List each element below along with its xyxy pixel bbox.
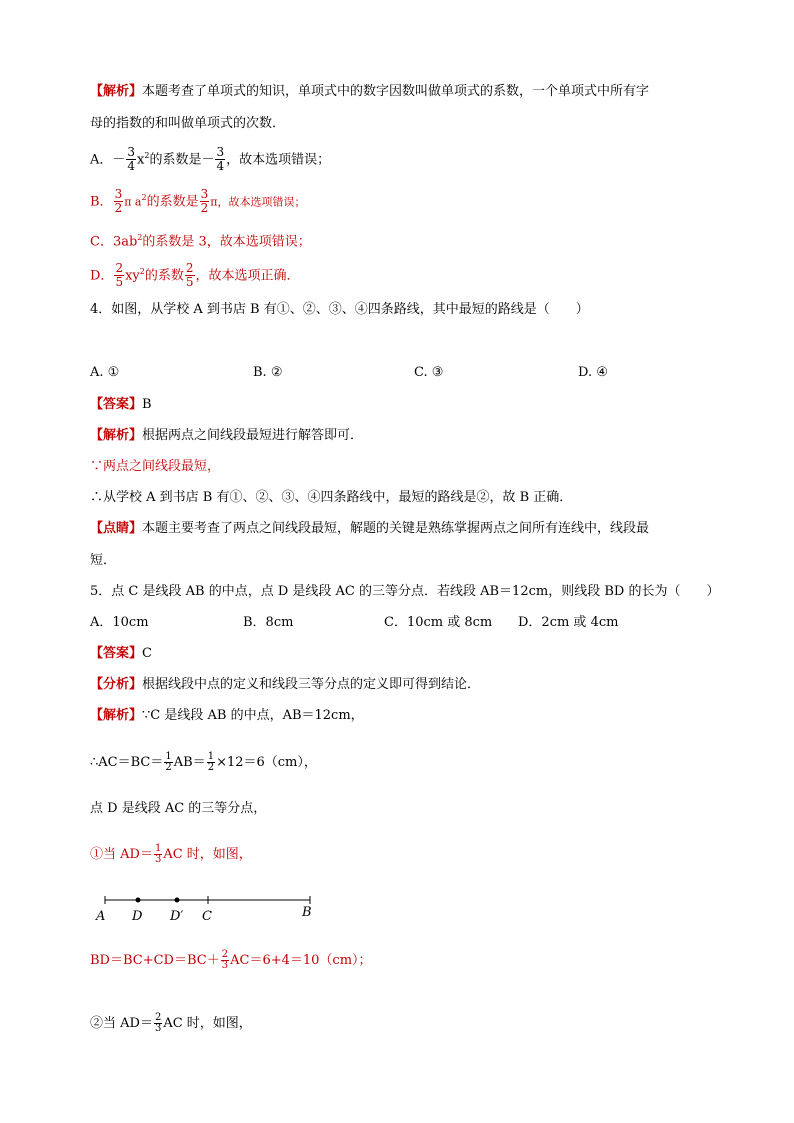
variable: x [137,152,145,168]
text: ，故本选项正确． [195,268,300,284]
fraction: $\frac{1}{2}$ [207,751,215,773]
option-b-prefix: B． [90,194,113,210]
therefore-text: ∴从学校 A 到书店 B 有①、②、③、④四条路线中，最短的路线是②，故 B 正确． [90,490,573,505]
text: 的系数是－ [149,152,215,168]
answer-value: B [142,397,152,412]
q4-option-d: D. ④ [578,365,608,380]
fenxi-tag: 【分析】 [90,677,143,692]
q5-stem [90,582,720,602]
fraction: $\frac{3}{2}$ [114,187,123,216]
point-d-prime [175,898,180,903]
fenxi-text: 根据线段中点的定义和线段三等分点的定义即可得到结论． [142,677,481,692]
segment-figure [90,888,330,928]
answer-tag: 【答案】 [90,397,143,412]
text: AC＝6+4＝10（cm）； [230,953,372,968]
q5-bd-equation [90,950,704,971]
analysis-tag: 【解析】 [90,84,143,99]
q4-because [90,457,704,477]
fraction: $\frac{2}{5}$ [185,261,194,290]
because-text: ∵两点之间线段最短， [90,459,221,474]
comment-text: 短． [90,553,117,568]
analysis3-line2 [90,114,704,134]
analysis-tag: 【解析】 [90,428,143,443]
fraction: $\frac{1}{2}$ [165,751,172,773]
q4-stem-text: 4．如图，从学校 A 到书店 B 有①、②、③、④四条路线，其中最短的路线是（ ） [90,302,589,317]
analysis3-text2: 母的指数的和叫做单项式的次数． [90,116,286,131]
q5-jiexi [90,706,704,726]
q5-stem-text: 5．点 C 是线段 AB 的中点，点 D 是线段 AC 的三等分点．若线段 AB＝12cm，则线段 BD 的长为（ ） [90,584,720,599]
q5-d-trisection [90,799,704,819]
option-d-prefix: D． [90,268,114,284]
q5-option-a: A．10cm [90,615,149,630]
fraction: $\frac{2}{3}$ [154,1012,162,1034]
q4-comment-line1 [90,519,704,539]
q5-case2 [90,1013,704,1034]
text: BD＝BC+CD＝BC＋ [90,953,220,968]
q4-therefore [90,488,704,508]
q4-option-b: B. ② [253,365,283,380]
fraction: $\frac{3}{4}$ [216,145,225,174]
q4-stem [90,300,704,320]
exponent: 2 [139,267,145,276]
text: 点 D 是线段 AC 的三等分点， [90,801,267,816]
q4-option-c: C. ③ [414,365,444,380]
text: ①当 AD＝ [90,847,153,862]
analysis-tag: 【解析】 [90,708,143,723]
analysis-text: 根据两点之间线段最短进行解答即可． [142,428,364,443]
text: ，故本选项错误； [226,152,331,168]
analysis3-line1 [90,82,704,102]
q5-answer [90,644,704,664]
exponent: 2 [144,151,150,160]
option-c-analysis [90,228,704,252]
q5-option-d: D．2cm 或 4cm [518,615,619,630]
q5-ac-equation [90,752,704,773]
answer-tag: 【答案】 [90,646,143,661]
q5-option-b: B．8cm [243,615,294,630]
text: xy [125,268,140,284]
point-d [136,898,141,903]
text: π，故本选项错误； [210,195,306,209]
text: AB＝ [173,755,206,770]
text: AC 时，如图， [163,1016,252,1031]
fraction: $\frac{3}{2}$ [200,187,209,216]
fraction: $\frac{3}{4}$ [127,145,136,174]
comment-text: 本题主要考查了两点之间线段最短，解题的关键是熟练掌握两点之间所有连线中，线段最 [142,521,650,536]
text: AC 时，如图， [163,847,252,862]
text: ∴AC＝BC＝ [90,755,164,770]
text: ②当 AD＝ [90,1016,153,1031]
text: C．3ab [90,234,138,250]
fraction: $\frac{2}{3}$ [221,949,229,971]
q5-case1 [90,844,704,865]
q4-analysis [90,426,704,446]
q4-comment-line2 [90,551,704,571]
text: π a [124,195,142,209]
comment-tag: 【点睛】 [90,521,143,536]
label-d: D [132,909,143,924]
option-a-analysis [90,146,704,173]
fraction: $\frac{1}{3}$ [154,843,162,865]
text: 的系数是 [146,194,199,210]
answer-value: C [142,646,152,661]
option-a-prefix: A．－ [90,152,126,168]
text: ×12＝6（cm）， [216,755,317,770]
label-a: A [96,909,106,924]
q4-answer [90,395,704,415]
q5-fenxi [90,675,704,695]
label-b: B [302,905,312,920]
exponent: 2 [141,193,147,202]
fraction: $\frac{2}{5}$ [115,261,124,290]
text: 的系数是 3，故本选项错误； [142,234,311,250]
label-d-prime: D′ [170,909,184,924]
analysis-text: ∵C 是线段 AB 的中点，AB＝12cm， [142,708,364,723]
q5-option-c: C．10cm 或 8cm [384,615,493,630]
exponent: 2 [137,233,143,242]
label-c: C [202,909,212,924]
analysis3-text1: 本题考查了单项式的知识，单项式中的数字因数叫做单项式的系数，一个单项式中所有字 [142,84,650,99]
option-b-analysis [90,188,704,215]
option-d-analysis [90,262,704,289]
q4-option-a: A. ① [90,365,120,380]
text: 的系数 [144,268,184,284]
